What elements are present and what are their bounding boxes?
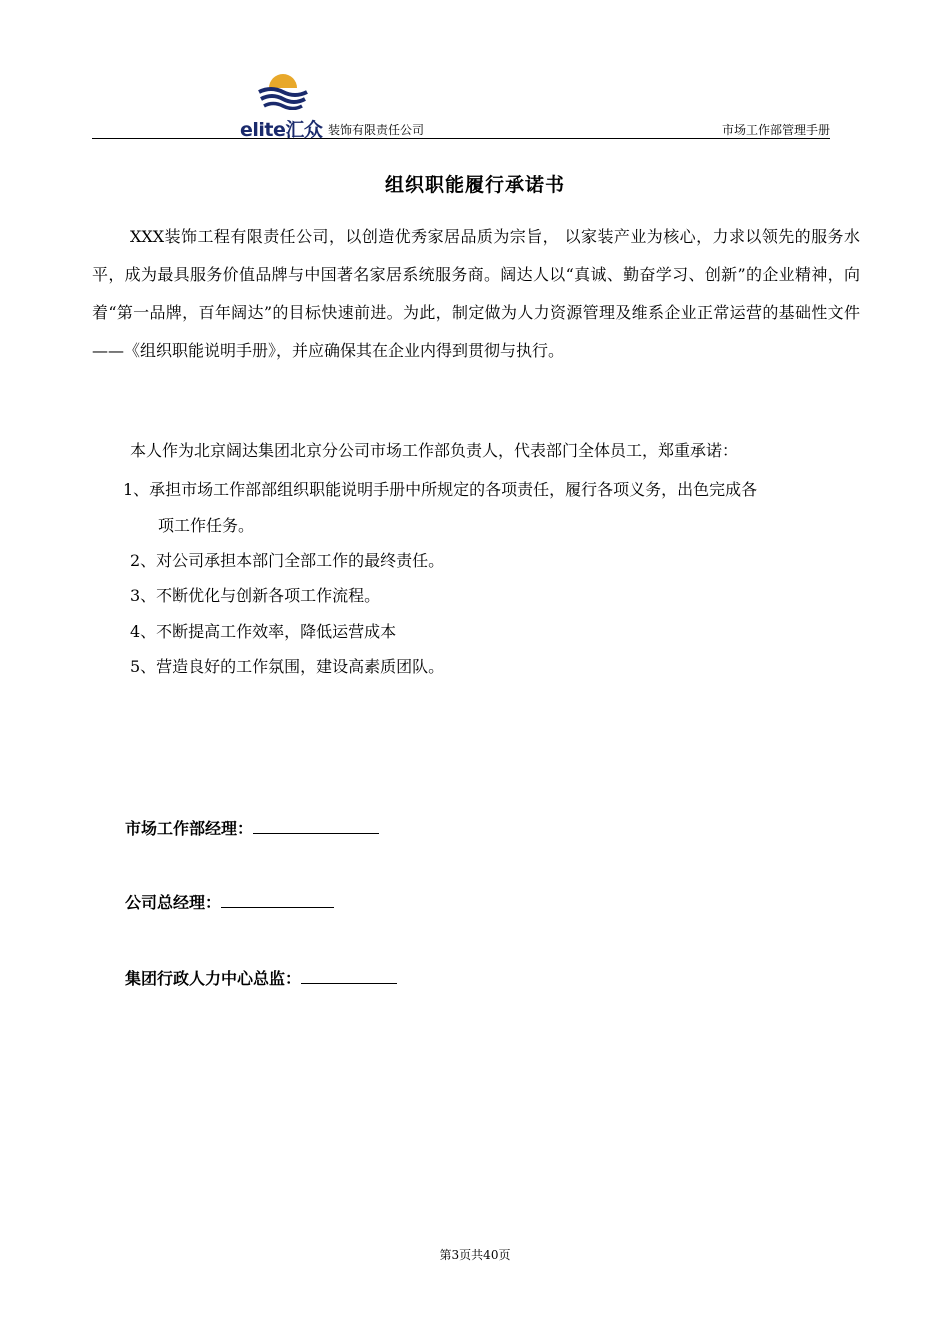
page-header — [92, 62, 830, 139]
header-company-name: 装饰有限责任公司 — [328, 123, 425, 137]
commitment-item-4: 4、不断提高工作效率，降低运营成本 — [130, 622, 397, 641]
commitment-item-1-continued: 项工作任务。 — [158, 516, 255, 535]
signature-label: 市场工作部经理： — [125, 819, 254, 838]
commitment-item-2: 2、对公司承担本部门全部工作的最终责任。 — [130, 551, 445, 570]
logo-brand-text: elite汇众 — [240, 119, 323, 141]
commitment-item-5: 5、营造良好的工作氛围，建设高素质团队。 — [130, 657, 445, 676]
signature-line[interactable] — [253, 817, 379, 834]
commitment-item-3: 3、不断优化与创新各项工作流程。 — [130, 586, 381, 605]
signature-general-manager — [125, 890, 334, 913]
signature-label: 公司总经理： — [125, 893, 222, 912]
signature-line[interactable] — [301, 967, 397, 984]
signature-label: 集团行政人力中心总监： — [125, 969, 302, 988]
pledge-intro: 本人作为北京阔达集团北京分公司市场工作部负责人，代表部门全体员工，郑重承诺： — [130, 441, 739, 460]
signature-line[interactable] — [221, 891, 334, 908]
signature-department-manager — [125, 816, 379, 839]
intro-paragraph: XXX装饰工程有限责任公司，以创造优秀家居品质为宗旨， 以家装产业为核心，力求以领先的服务水平，成为最具服务价值品牌与中国著名家居系统服务商。阔达人以“真诚、勤奋学习、创新”的企业精神，向着“第一品牌，百年阔达”的目标快速前进。为此，制定做为人力资源管理及维系企业正常运营的基础性文件——《组织职能说明手册》，并应确保其在企业内得到贯彻与执行。 — [92, 227, 860, 360]
document-title: 组织职能履行承诺书 — [384, 174, 565, 196]
page-footer: 第3页共40页 — [439, 1248, 511, 1262]
commitment-item-1: 1、承担市场工作部部组织职能说明手册中所规定的各项责任，履行各项义务，出色完成各 — [123, 480, 758, 499]
header-manual-title: 市场工作部管理手册 — [721, 123, 830, 137]
company-logo-icon — [255, 66, 311, 110]
signature-hr-director — [125, 966, 397, 989]
